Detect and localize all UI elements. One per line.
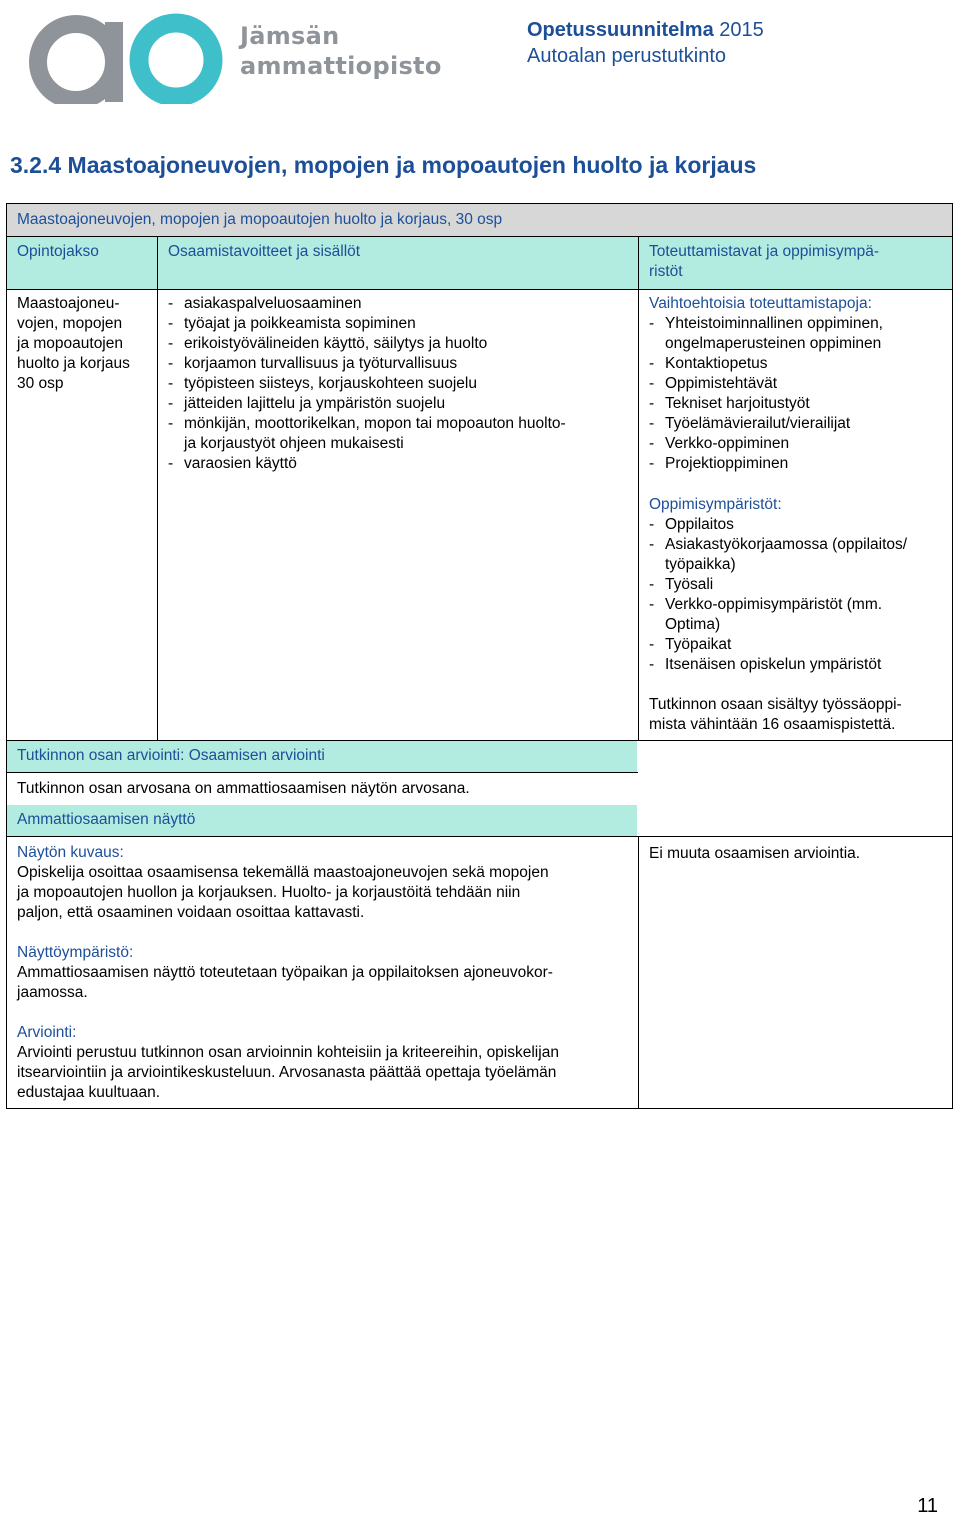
objective-item: - asiakaspalveluosaaminen [166,294,566,314]
environment-continuation-text: työpaikka) [665,556,736,573]
document-title-year: 2015 [719,19,764,41]
environment-item: - Työpaikat [647,635,907,655]
table-title: Maastoajoneuvojen, mopojen ja mopoautojen huolto ja korjaus, 30 osp [17,211,503,228]
objective-item: - työajat ja poikkeamista sopiminen [166,314,566,334]
section-title: 3.2.4 Maastoajoneuvojen, mopojen ja mopoautojen huolto ja korjaus [10,152,757,178]
method-item: - Yhteistoiminnallinen oppiminen, [647,314,883,334]
brand-name-line1: Jämsän [240,22,340,50]
study-unit-line: 30 osp [17,375,64,392]
environment-item-continuation [647,555,907,575]
study-unit-line: ja mopoautojen [17,335,123,352]
column-header-objectives: Osaamistavoitteet ja sisällöt [168,243,361,260]
environment-item: - Työsali [647,575,907,595]
methods-title: Vaihtoehtoisia toteuttamistapoja: [649,295,872,312]
evaluation-title: Arviointi: [17,1024,77,1041]
document-subtitle: Autoalan perustutkinto [527,45,727,67]
evaluation-line: edustajaa kuultuaan. [17,1084,161,1101]
curriculum-table [6,203,953,1109]
objective-continuation-text: ja korjaustyöt ohjeen mukaisesti [184,435,404,452]
evaluation-text [17,1043,559,1103]
objective-item: - erikoistyövälineiden käyttö, säilytys ja huolto [166,334,566,354]
environment-item: - Verkko-oppimisympäristöt (mm. [647,595,907,615]
demo-environment-title: Näyttöympäristö: [17,944,134,961]
grade-text: Tutkinnon osan arvosana on ammattiosaamisen näytön arvosana. [17,780,470,797]
demo-environment-line: jaamossa. [17,984,88,1001]
objective-item-continuation [166,434,566,454]
study-unit-line: Maastoajoneu- [17,295,120,312]
demo-environment [17,963,553,1003]
column-header-methods-line1: Toteuttamistavat ja oppimisympä- [649,243,880,260]
method-item-continuation [647,334,883,354]
objective-item: - jätteiden lajittelu ja ympäristön suojelu [166,394,566,414]
evaluation-line: itsearviointiin ja arviointikeskusteluun. Arvosanasta päättää opettaja työelämän [17,1064,557,1081]
brand-name-line2: ammattiopisto [240,52,442,80]
environment-continuation-text: Optima) [665,616,721,633]
study-unit-line: vojen, mopojen [17,315,123,332]
column-header-methods [649,242,879,282]
environments-title: Oppimisympäristöt: [649,496,782,513]
methods-list [647,314,883,474]
demo-description-line: Opiskelija osoittaa osaamisensa tekemällä maastoajoneuvojen sekä mopojen [17,864,549,881]
method-item: - Kontaktiopetus [647,354,883,374]
workplace-learning-line: Tutkinnon osaan sisältyy työssäoppi- [649,696,902,713]
environment-item-continuation [647,615,907,635]
method-item: - Projektioppiminen [647,454,883,474]
workplace-learning-note [649,695,902,735]
workplace-learning-line: mista vähintään 16 osaamispistettä. [649,716,896,733]
evaluation-line: Arviointi perustuu tutkinnon osan arvioinnin kohteisiin ja kriteereihin, opiskelijan [17,1044,559,1061]
method-continuation-text: ongelmaperusteinen oppiminen [665,335,882,352]
demo-description-line: ja mopoautojen huollon ja korjauksen. Huolto- ja korjaustöitä tehdään niin [17,884,521,901]
objective-item: - varaosien käyttö [166,454,566,474]
study-unit-cell [17,294,130,394]
page-number: 11 [917,1495,938,1517]
objective-item: - mönkijän, moottorikelkan, mopon tai mopoauton huolto- [166,414,566,434]
method-item: - Oppimistehtävät [647,374,883,394]
environment-item: - Oppilaitos [647,515,907,535]
school-logo [26,4,446,104]
assessment-header: Tutkinnon osan arviointi: Osaamisen arviointi [17,747,325,764]
other-assessment: Ei muuta osaamisen arviointia. [649,845,861,862]
demo-environment-line: Ammattiosaamisen näyttö toteutetaan työpaikan ja oppilaitoksen ajoneuvokor- [17,964,553,981]
ao-logo-icon [26,4,236,104]
method-item: - Verkko-oppiminen [647,434,883,454]
demo-header: Ammattiosaamisen näyttö [17,811,196,828]
column-header-methods-line2: ristöt [649,263,683,280]
objective-item: - työpisteen siisteys, korjauskohteen suojelu [166,374,566,394]
method-item: - Työelämävierailut/vierailijat [647,414,883,434]
objectives-list [166,294,566,474]
document-title-main: Opetussuunnitelma [527,19,714,41]
demo-description-title: Näytön kuvaus: [17,844,124,861]
environment-item: - Itsenäisen opiskelun ympäristöt [647,655,907,675]
study-unit-line: huolto ja korjaus [17,355,130,372]
environment-item: - Asiakastyökorjaamossa (oppilaitos/ [647,535,907,555]
column-header-study-unit: Opintojakso [17,243,99,260]
objective-item: - korjaamon turvallisuus ja työturvallisuus [166,354,566,374]
environments-list [647,515,907,675]
method-item: - Tekniset harjoitustyöt [647,394,883,414]
demo-description [17,863,549,923]
demo-description-line: paljon, että osaaminen voidaan osoittaa kattavasti. [17,904,365,921]
document-title [527,17,764,69]
